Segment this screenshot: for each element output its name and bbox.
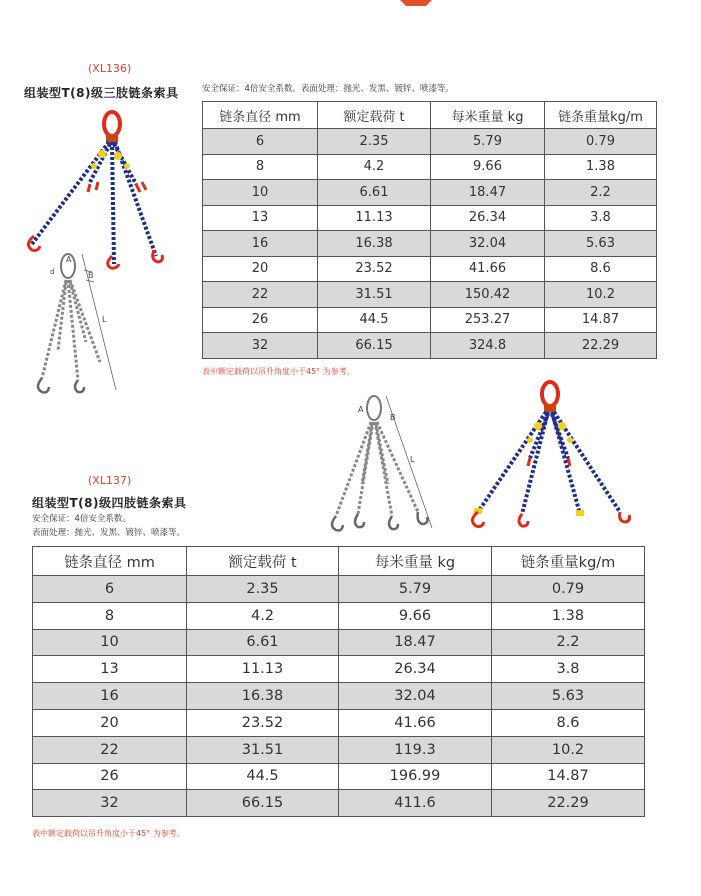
cell: 6: [33, 576, 187, 603]
table-row: [203, 129, 657, 155]
cell: 11.13: [187, 656, 339, 683]
diag1-label-d: d: [50, 268, 55, 276]
cell: 13: [33, 656, 187, 683]
table-row: [203, 231, 657, 257]
top-decoration: [396, 0, 436, 6]
product1-footnote: 表中额定载荷以吊升角度小于45° 为参考。: [202, 367, 355, 376]
table-row: [33, 629, 645, 656]
cell: 10: [203, 180, 318, 206]
table-row: [203, 180, 657, 206]
table-row: [203, 307, 657, 333]
cell: 411.6: [339, 790, 492, 817]
cell: 41.66: [339, 709, 492, 736]
table-row: [33, 602, 645, 629]
cell: 23.52: [187, 709, 339, 736]
diag1-label-l: L: [102, 315, 107, 324]
cell: 44.5: [187, 763, 339, 790]
table-row: [33, 736, 645, 763]
three-leg-sling-diagram: [28, 250, 138, 400]
diag2-label-a: A: [358, 405, 364, 414]
cell: 253.27: [431, 307, 545, 333]
product1-spec-table: [202, 101, 657, 359]
table-row: [203, 205, 657, 231]
cell: 6.61: [187, 629, 339, 656]
cell: 10.2: [545, 282, 657, 308]
cell: 26: [33, 763, 187, 790]
cell: 2.2: [545, 180, 657, 206]
three-leg-sling-photo: [14, 104, 180, 270]
cell: 20: [33, 709, 187, 736]
cell: 196.99: [339, 763, 492, 790]
cell: 18.47: [339, 629, 492, 656]
diag2-label-l: L: [410, 455, 415, 464]
cell: 26: [203, 307, 318, 333]
table-row: [33, 656, 645, 683]
product2-model: (XL137): [88, 474, 132, 487]
table-header-row: [33, 547, 645, 576]
cell: 150.42: [431, 282, 545, 308]
cell: 4.2: [187, 602, 339, 629]
cell: 44.5: [318, 307, 431, 333]
cell: 32.04: [431, 231, 545, 257]
cell: 8.6: [545, 256, 657, 282]
cell: 5.79: [431, 129, 545, 155]
cell: 1.38: [545, 154, 657, 180]
table-row: [203, 333, 657, 359]
header-diameter: 链条直径 mm: [203, 102, 318, 129]
cell: 14.87: [545, 307, 657, 333]
cell: 13: [203, 205, 318, 231]
table-row: [33, 709, 645, 736]
cell: 26.34: [431, 205, 545, 231]
cell: 32: [33, 790, 187, 817]
cell: 9.66: [339, 602, 492, 629]
cell: 0.79: [545, 129, 657, 155]
diag1-label-b: B: [88, 271, 94, 280]
cell: 6: [203, 129, 318, 155]
cell: 18.47: [431, 180, 545, 206]
header-weight-per-meter: 每米重量 kg: [339, 547, 492, 576]
header-weight-per-meter: 每米重量 kg: [431, 102, 545, 129]
header-rated-load: 额定载荷 t: [187, 547, 339, 576]
product1-title: 组装型T(8)级三肢链条索具: [24, 86, 179, 100]
cell: 16: [203, 231, 318, 257]
table-row: [33, 576, 645, 603]
table-row: [33, 763, 645, 790]
product1-note: 安全保证：4倍安全系数。表面处理：抛光、发黑、镀锌、喷漆等。: [202, 84, 454, 94]
cell: 10.2: [492, 736, 645, 763]
cell: 2.35: [187, 576, 339, 603]
product2-note-line2: 表面处理：抛光、发黑、镀锌、喷漆等。: [32, 528, 186, 538]
cell: 22.29: [545, 333, 657, 359]
cell: 8: [33, 602, 187, 629]
cell: 5.63: [492, 683, 645, 710]
table-row: [203, 282, 657, 308]
cell: 66.15: [187, 790, 339, 817]
cell: 8: [203, 154, 318, 180]
product2-spec-table: [32, 546, 645, 817]
diag2-label-b: B: [390, 413, 396, 422]
header-diameter: 链条直径 mm: [33, 547, 187, 576]
header-rated-load: 额定载荷 t: [318, 102, 431, 129]
cell: 2.35: [318, 129, 431, 155]
cell: 10: [33, 629, 187, 656]
cell: 16.38: [187, 683, 339, 710]
cell: 9.66: [431, 154, 545, 180]
product2-footnote: 表中额定载荷以吊升角度小于45° 为参考。: [32, 829, 185, 838]
header-chain-weight: 链条重量kg/m: [492, 547, 645, 576]
cell: 3.8: [492, 656, 645, 683]
product2-note-line1: 安全保证：4倍安全系数。: [32, 514, 131, 524]
cell: 20: [203, 256, 318, 282]
cell: 119.3: [339, 736, 492, 763]
cell: 32: [203, 333, 318, 359]
cell: 22.29: [492, 790, 645, 817]
cell: 16.38: [318, 231, 431, 257]
table-row: [203, 256, 657, 282]
cell: 11.13: [318, 205, 431, 231]
cell: 23.52: [318, 256, 431, 282]
table-row: [33, 790, 645, 817]
cell: 4.2: [318, 154, 431, 180]
cell: 5.63: [545, 231, 657, 257]
table-row: [203, 154, 657, 180]
cell: 0.79: [492, 576, 645, 603]
cell: 31.51: [318, 282, 431, 308]
cell: 22: [33, 736, 187, 763]
cell: 31.51: [187, 736, 339, 763]
cell: 324.8: [431, 333, 545, 359]
cell: 41.66: [431, 256, 545, 282]
cell: 3.8: [545, 205, 657, 231]
cell: 1.38: [492, 602, 645, 629]
cell: 14.87: [492, 763, 645, 790]
cell: 2.2: [492, 629, 645, 656]
product1-model: (XL136): [88, 62, 132, 75]
cell: 26.34: [339, 656, 492, 683]
cell: 66.15: [318, 333, 431, 359]
cell: 5.79: [339, 576, 492, 603]
cell: 16: [33, 683, 187, 710]
diag1-label-a: A: [66, 255, 72, 264]
product2-title: 组装型T(8)级四肢链条索具: [32, 496, 187, 510]
cell: 22: [203, 282, 318, 308]
header-chain-weight: 链条重量kg/m: [545, 102, 657, 129]
table-header-row: [203, 102, 657, 129]
four-leg-sling-diagram: [322, 392, 442, 537]
table-row: [33, 683, 645, 710]
cell: 6.61: [318, 180, 431, 206]
cell: 32.04: [339, 683, 492, 710]
cell: 8.6: [492, 709, 645, 736]
four-leg-sling-photo: [468, 378, 638, 528]
